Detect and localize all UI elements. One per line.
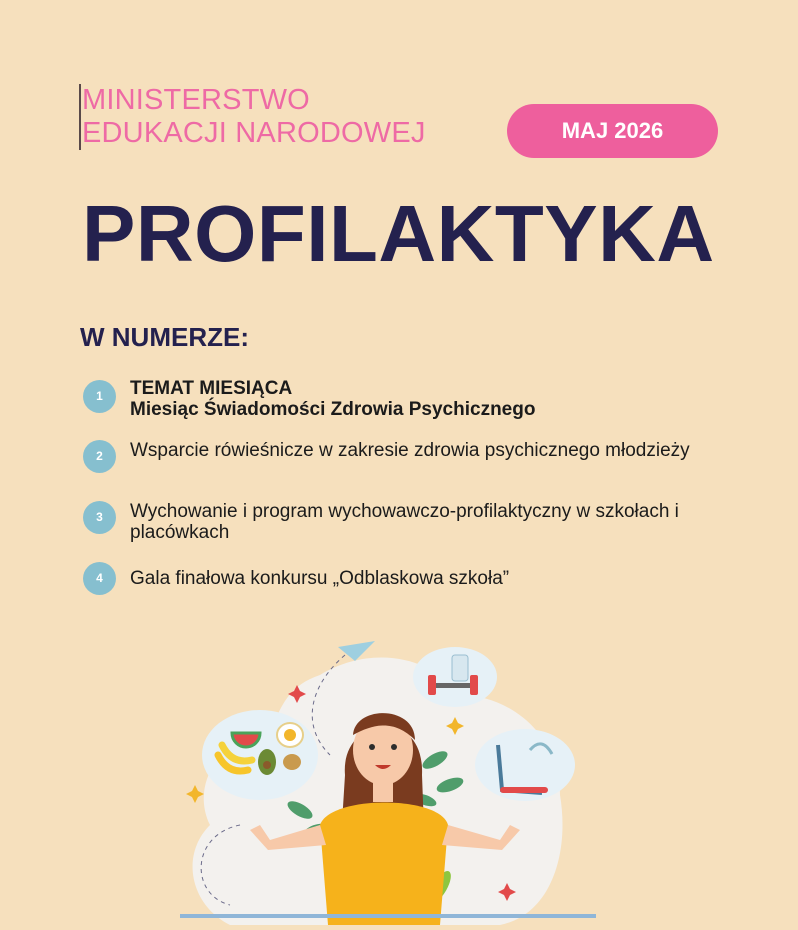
paper-plane-icon <box>338 641 375 661</box>
ministry-line-1: MINISTERSTWO <box>82 84 310 116</box>
toc-number-badge: 1 <box>83 380 116 413</box>
issue-date-badge: MAJ 2026 <box>507 104 718 158</box>
ministry-name <box>79 84 426 150</box>
toc-item-text: Gala finałowa konkursu „Odblaskowa szkoła” <box>130 568 510 589</box>
toc-item-text: Wychowanie i program wychowawczo-profilaktyczny w szkołach i placówkach <box>130 501 679 543</box>
page-title: PROFILAKTYKA <box>82 189 715 278</box>
toc-number-badge: 3 <box>83 501 116 534</box>
toc-number-badge: 2 <box>83 440 116 473</box>
ground-line <box>180 914 596 918</box>
ministry-line-2: EDUKACJI NARODOWEJ <box>82 117 426 149</box>
toc-item-text: Miesiąc Świadomości Zdrowia Psychicznego <box>130 399 536 420</box>
healthy-food-icon <box>202 710 318 800</box>
contents-heading: W NUMERZE: <box>80 322 249 352</box>
wellness-illustration <box>170 625 600 925</box>
water-bottle-dumbbell-icon <box>413 647 497 707</box>
treadmill-jump-rope-icon <box>475 729 575 801</box>
toc-item-label: TEMAT MIESIĄCA <box>130 378 293 399</box>
toc-number-badge: 4 <box>83 562 116 595</box>
toc-item-text: Wsparcie rówieśnicze w zakresie zdrowia psychicznego młodzieży <box>130 440 690 461</box>
